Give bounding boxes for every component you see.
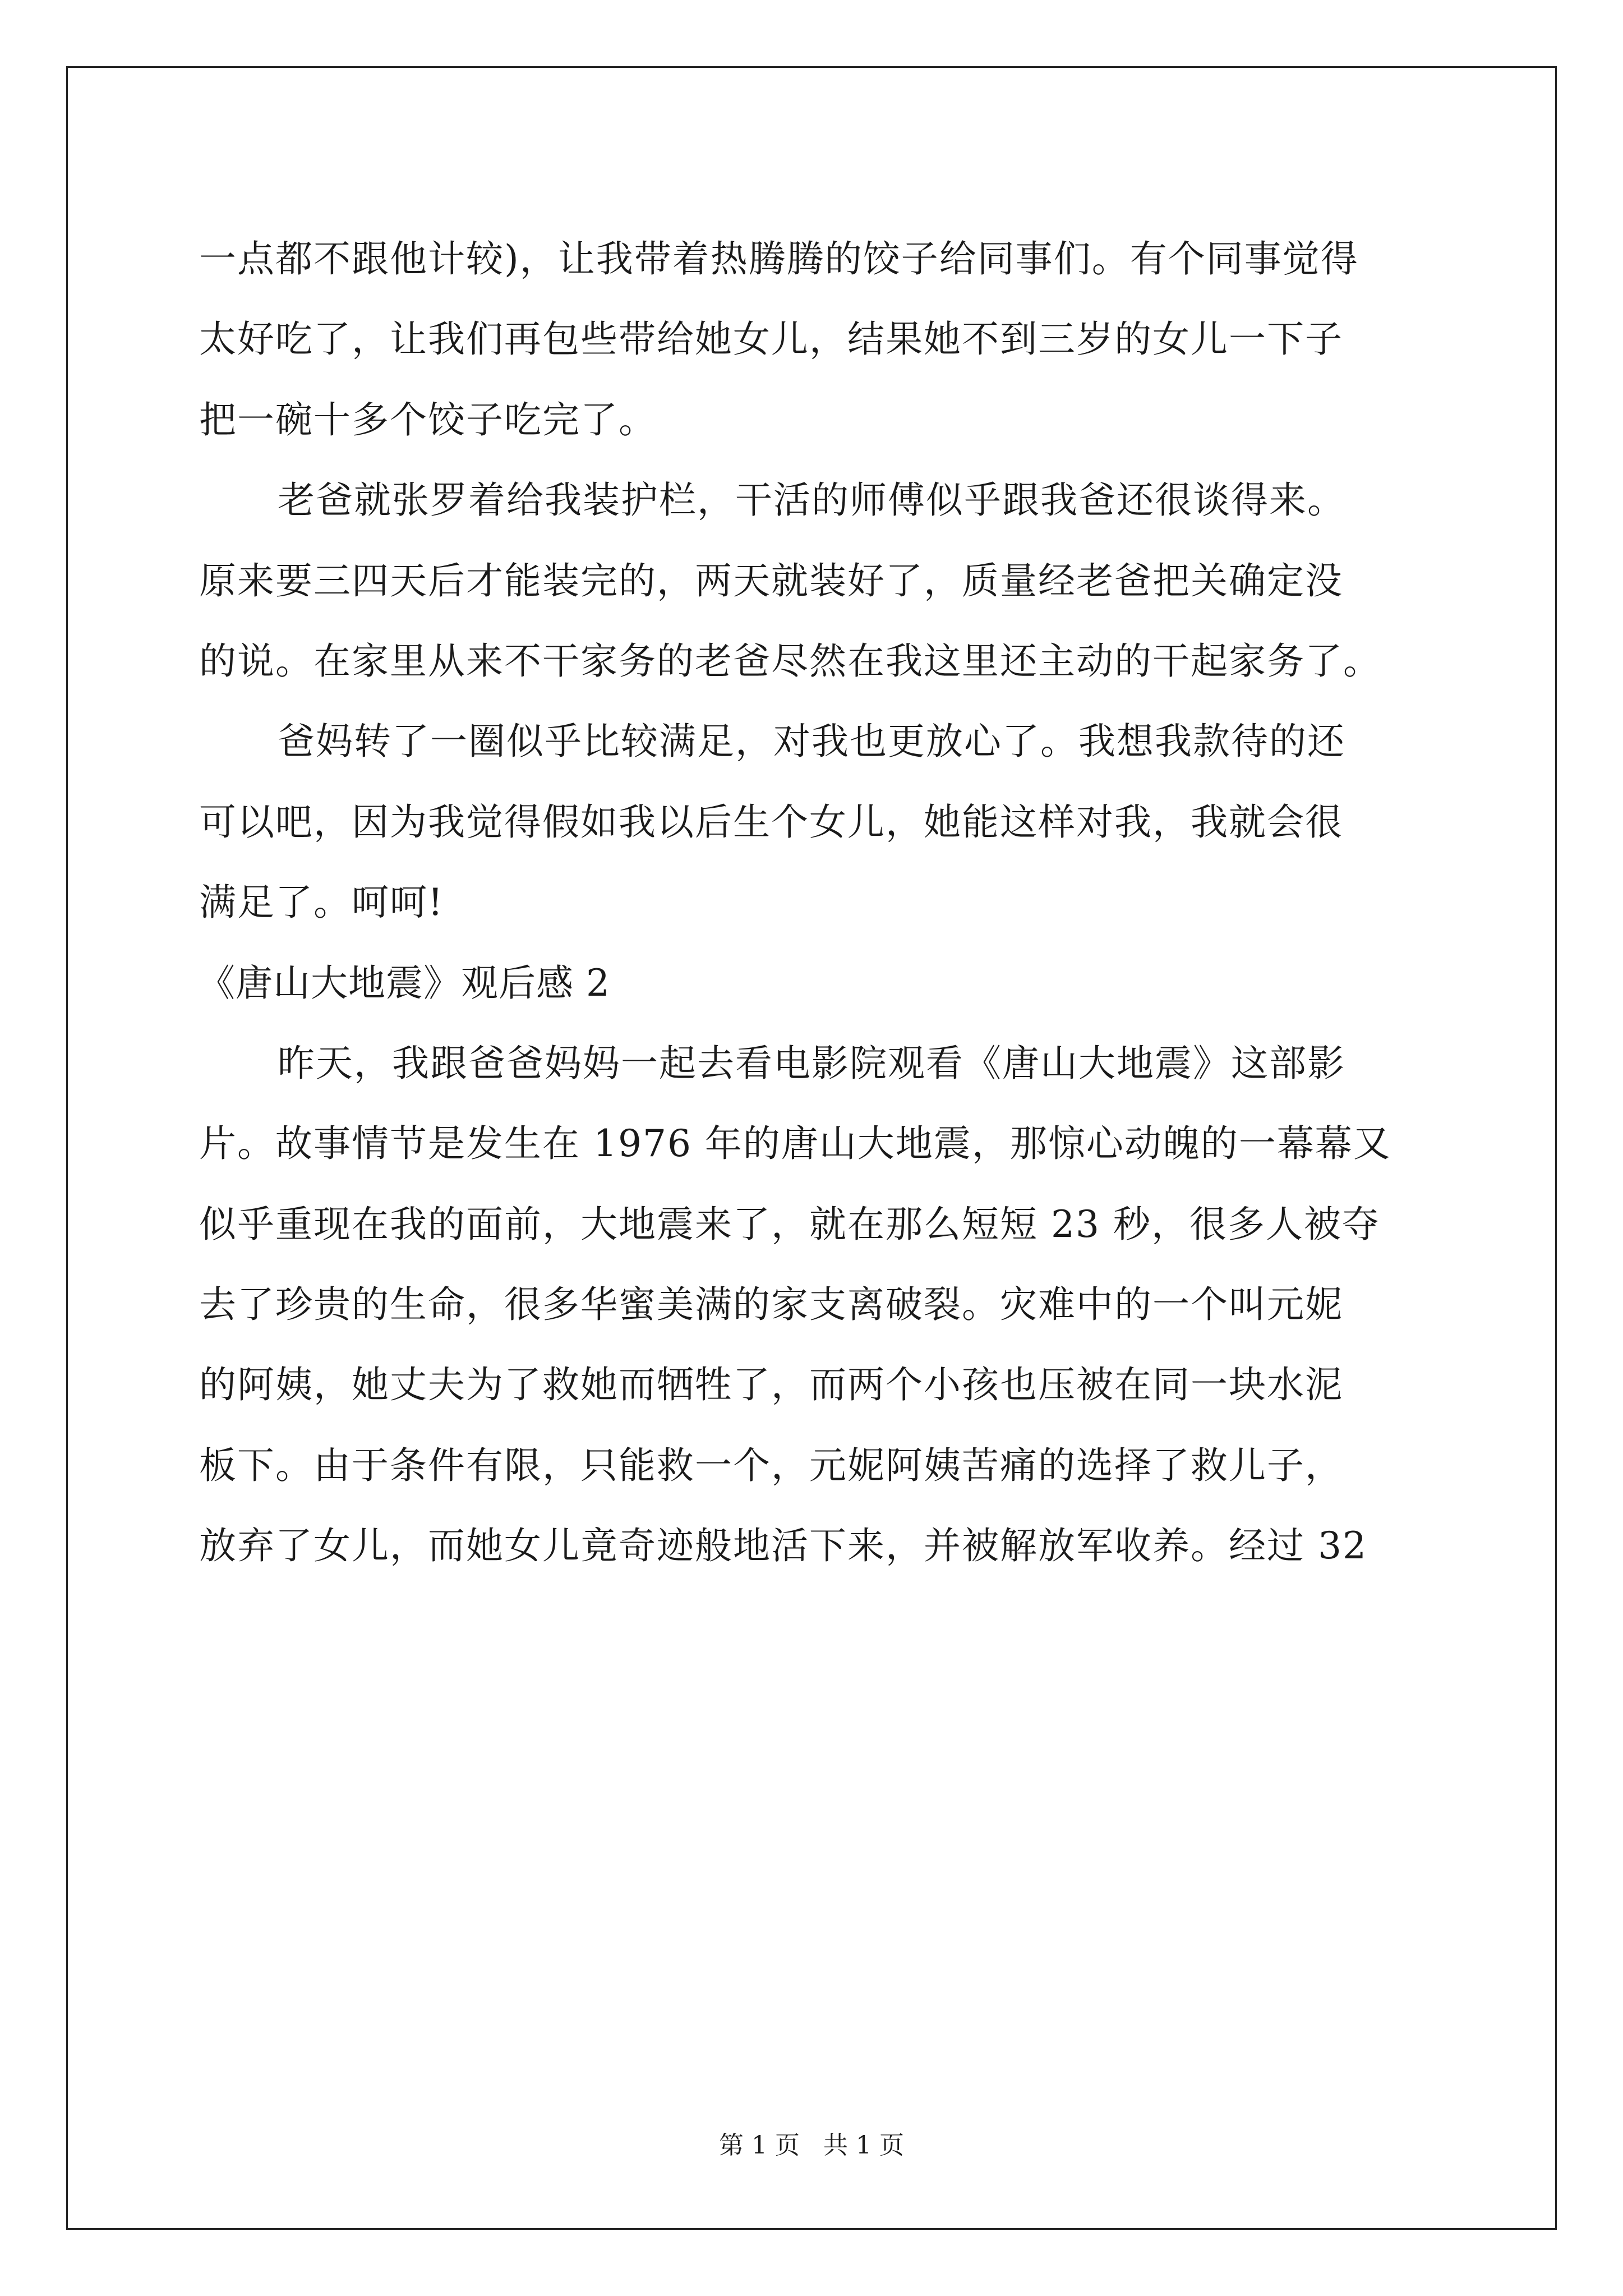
text-line: 原来要三四天后才能装完的，两天就装好了，质量经老爸把关确定没 bbox=[199, 559, 1343, 602]
text-line: 板下。由于条件有限，只能救一个，元妮阿姨苦痛的选择了救儿子， bbox=[199, 1443, 1343, 1487]
text-line: 爸妈转了一圈似乎比较满足，对我也更放心了。我想我款待的还 bbox=[278, 720, 1345, 763]
text-line: 太好吃了，让我们再包些带给她女儿，结果她不到三岁的女儿一下子 bbox=[199, 318, 1343, 361]
text-line: 老爸就张罗着给我装护栏，干活的师傅似乎跟我爸还很谈得来。 bbox=[278, 478, 1345, 522]
text-line: 的阿姨，她丈夫为了救她而牺牲了，而两个小孩也压被在同一块水泥 bbox=[199, 1363, 1343, 1407]
document-body bbox=[199, 219, 1438, 1586]
text-line: 的说。在家里从来不干家务的老爸尽然在我这里还主动的干起家务了。 bbox=[199, 639, 1381, 683]
text-line: 把一碗十多个饺子吃完了。 bbox=[199, 398, 657, 441]
text-line: 满足了。呵呵! bbox=[199, 881, 444, 924]
text-line: 片。故事情节是发生在 1976 年的唐山大地震，那惊心动魄的一幕幕又 bbox=[199, 1122, 1391, 1166]
text-line: 可以吧，因为我觉得假如我以后生个女儿，她能这样对我，我就会很 bbox=[199, 800, 1343, 844]
text-line: 去了珍贵的生命，很多华蜜美满的家支离破裂。灾难中的一个叫元妮 bbox=[199, 1283, 1343, 1327]
text-line: 昨天，我跟爸爸妈妈一起去看电影院观看《唐山大地震》这部影 bbox=[278, 1041, 1345, 1085]
text-line: 似乎重现在我的面前，大地震来了，就在那么短短 23 秒，很多人被夺 bbox=[199, 1202, 1380, 1246]
text-line: 一点都不跟他计较)，让我带着热腾腾的饺子给同事们。有个同事觉得 bbox=[199, 237, 1359, 280]
page-number-footer: 第 1 页 共 1 页 bbox=[719, 2131, 904, 2160]
text-line: 放弃了女儿，而她女儿竟奇迹般地活下来，并被解放军收养。经过 32 bbox=[199, 1524, 1367, 1568]
section-heading: 《唐山大地震》观后感 2 bbox=[198, 961, 610, 1005]
